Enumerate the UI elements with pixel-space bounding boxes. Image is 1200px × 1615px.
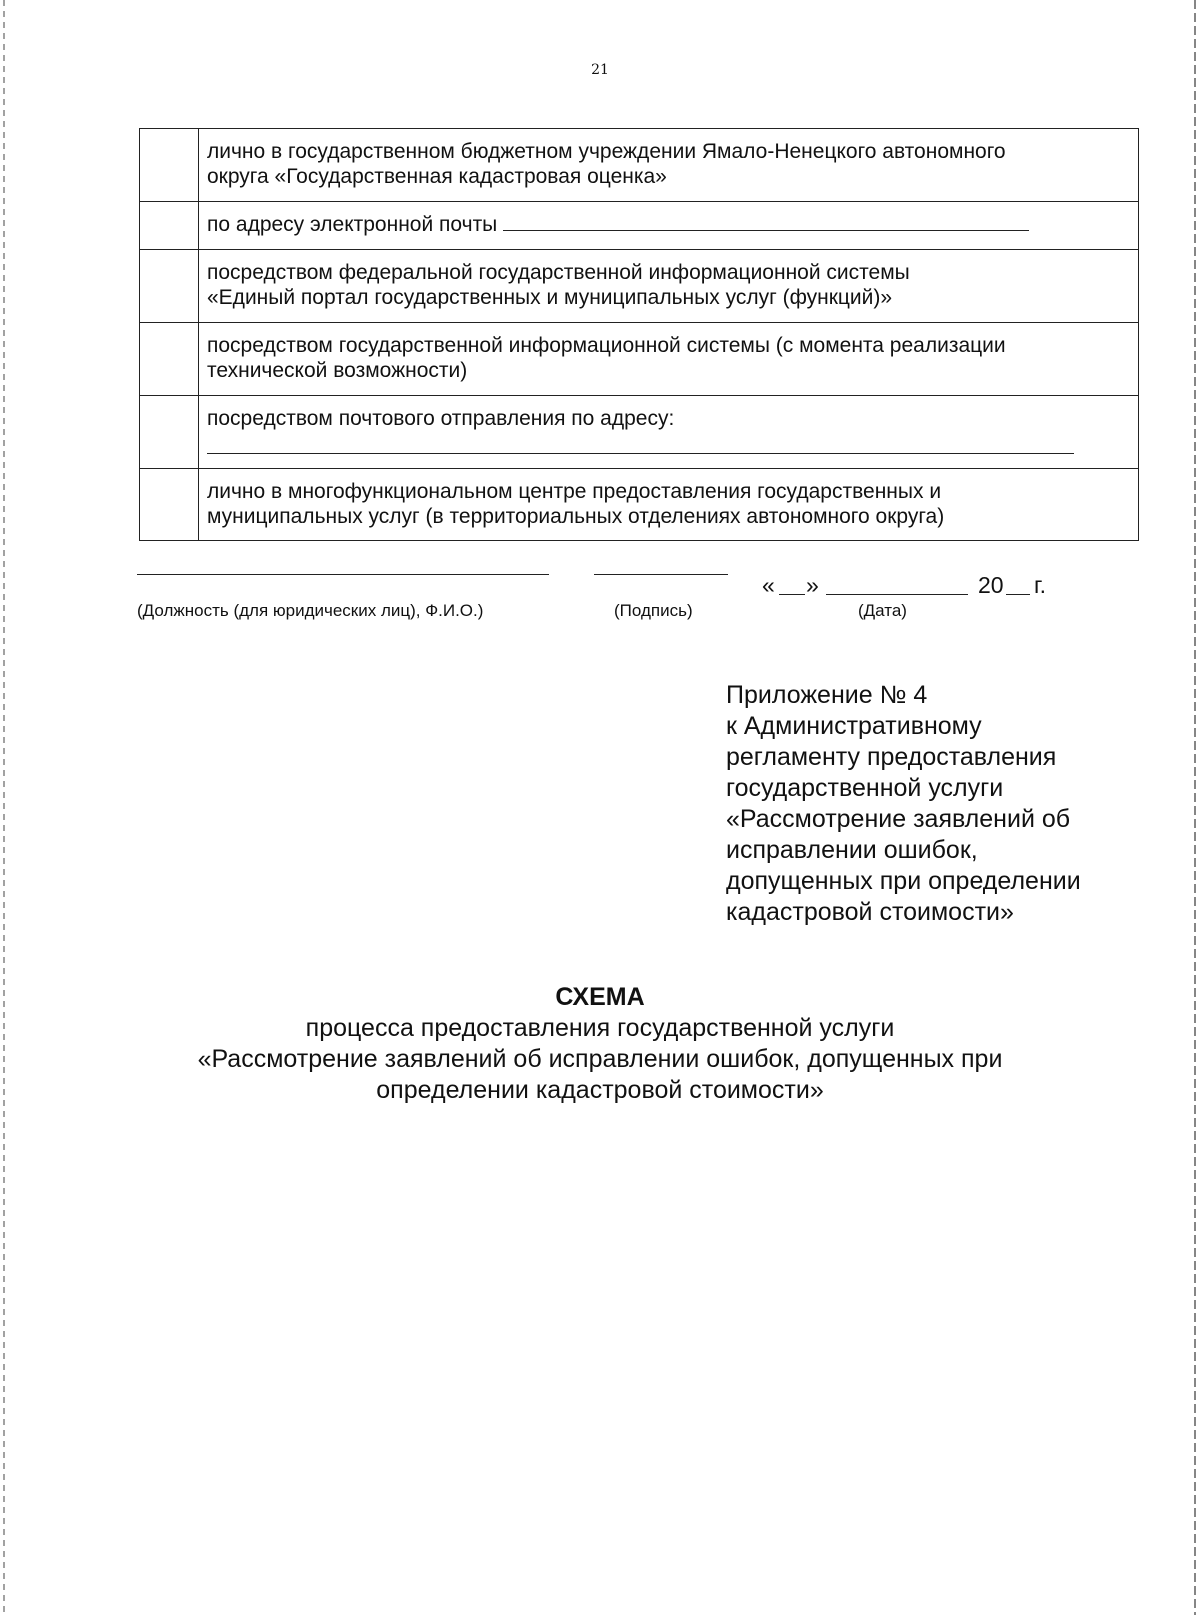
option-line: посредством почтового отправления по адресу: [207,407,675,430]
option-line: «Единый портал государственных и муниципальных услуг (функций)» [207,286,893,309]
appendix-line: допущенных при определении [726,867,1081,895]
date-year-suffix: г. [1034,572,1046,598]
appendix-line: регламенту предоставления [726,743,1057,771]
date-year-prefix: 20 [978,572,1004,598]
scan-edge-left [3,0,5,1615]
postal-address-field[interactable] [207,431,1074,454]
page-number: 21 [591,62,609,78]
date-day-line[interactable] [779,594,805,595]
table-row [140,396,1139,469]
table-row [140,323,1139,396]
option-text [199,323,1139,396]
signature-line[interactable] [594,574,728,575]
table-row [140,469,1139,541]
table-row [140,250,1139,323]
scheme-heading [0,982,1200,1106]
option-line: муниципальных услуг (в территориальных отделениях автономного округа) [207,505,945,528]
option-line: технической возможности) [207,359,468,382]
appendix-line: исправлении ошибок, [726,836,978,864]
option-line: посредством федеральной государственной информационной системы [207,261,910,284]
appendix-line: «Рассмотрение заявлений об [726,805,1071,833]
delivery-options-table [139,128,1139,541]
option-text [199,396,1139,469]
checkbox-cell[interactable] [140,323,199,396]
checkbox-cell[interactable] [140,250,199,323]
scheme-line: определении кадастровой стоимости» [376,1076,824,1104]
date-month-line[interactable] [826,594,968,595]
scheme-line: «Рассмотрение заявлений об исправлении ошибок, допущенных при [197,1045,1003,1073]
date-close-quote: » [806,572,819,598]
checkbox-cell[interactable] [140,129,199,202]
appendix-line: государственной услуги [726,774,1004,802]
date-year-line[interactable] [1006,594,1030,595]
option-line: округа «Государственная кадастровая оценка» [207,165,667,188]
appendix-line: к Административному [726,712,982,740]
option-text [199,250,1139,323]
date-open-quote: « [762,572,775,598]
option-text [199,469,1139,541]
option-line: посредством государственной информационной системы (с момента реализации [207,334,1006,357]
scan-edge-right [1194,0,1196,1615]
option-line: лично в государственном бюджетном учреждении Ямало-Ненецкого автономного [207,140,1006,163]
scheme-line: процесса предоставления государственной услуги [305,1014,895,1042]
table-row [140,129,1139,202]
signature-caption: (Подпись) [614,601,693,620]
appendix-line: кадастровой стоимости» [726,898,1014,926]
scheme-title: СХЕМА [555,983,645,1011]
checkbox-cell[interactable] [140,469,199,541]
option-text [199,129,1139,202]
option-line: лично в многофункциональном центре предоставления государственных и [207,480,942,503]
checkbox-cell[interactable] [140,396,199,469]
position-fio-caption: (Должность (для юридических лиц), Ф.И.О.) [137,601,484,620]
email-field[interactable] [503,214,1029,231]
date-caption: (Дата) [858,601,907,620]
appendix-note [726,680,1081,928]
option-text [199,202,1139,250]
appendix-line: Приложение № 4 [726,681,928,709]
table-row [140,202,1139,250]
position-fio-line[interactable] [137,574,549,575]
option-line: по адресу электронной почты [207,213,498,236]
checkbox-cell[interactable] [140,202,199,250]
